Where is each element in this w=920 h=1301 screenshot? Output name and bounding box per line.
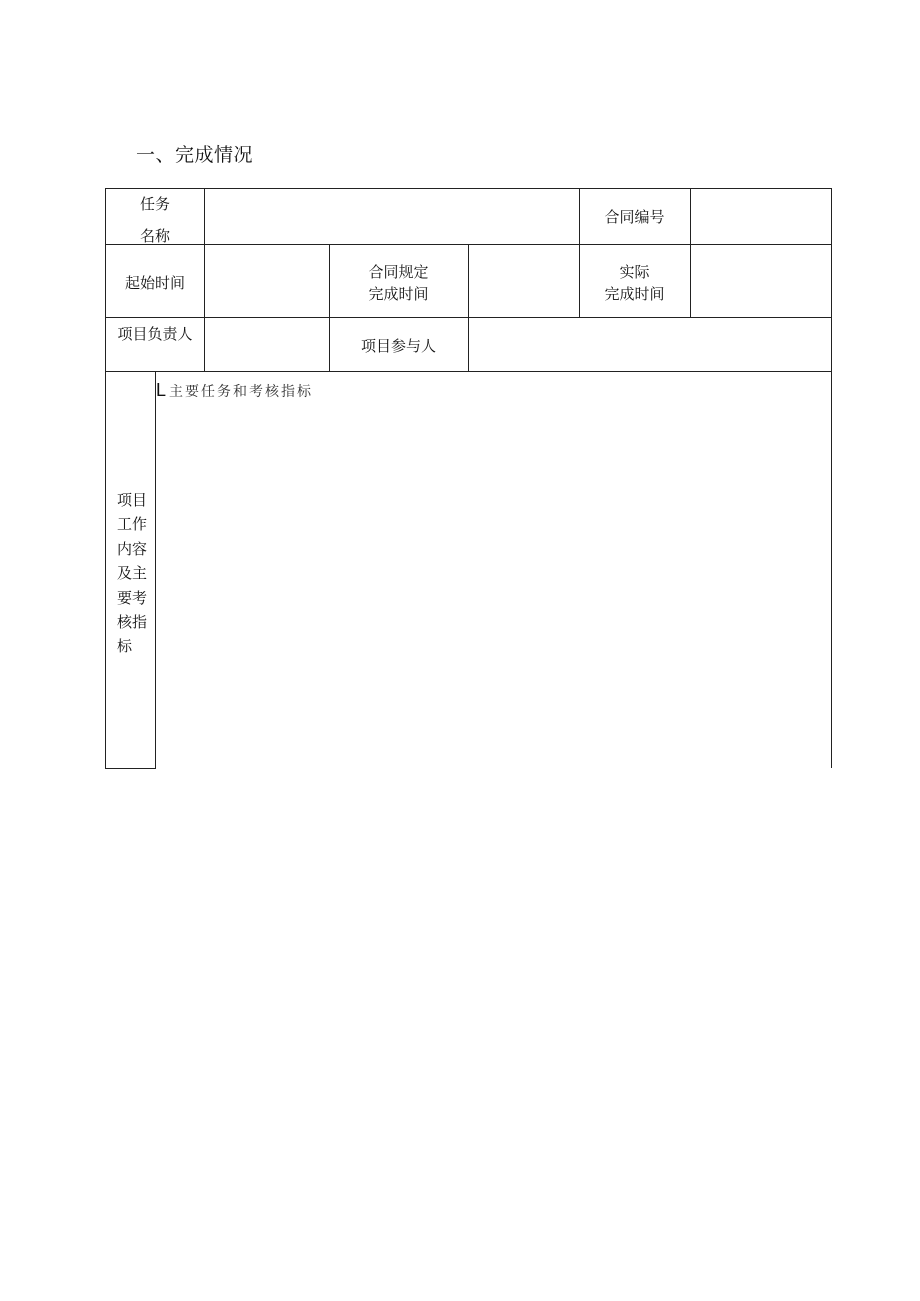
work-content-heading-text: 主要任务和考核指标 (169, 384, 314, 400)
actual-finish-label-line1: 实际 (619, 263, 650, 281)
actual-finish-label (579, 251, 690, 315)
work-content-label: 项目工作内容及主要考核指标 (117, 491, 148, 656)
start-time-value[interactable] (205, 244, 329, 317)
work-content-value[interactable] (157, 405, 829, 765)
contract-no-value[interactable] (691, 188, 831, 244)
task-name-label-line2: 名称 (139, 227, 170, 245)
work-content-heading (156, 380, 313, 402)
contract-deadline-label-line2: 完成时间 (368, 285, 429, 303)
actual-finish-value[interactable] (691, 244, 831, 317)
task-name-value[interactable] (205, 188, 579, 244)
table-border-bottom-left (105, 768, 156, 769)
task-name-label-line1: 任务 (139, 195, 170, 213)
contract-deadline-label-line1: 合同规定 (368, 263, 429, 281)
project-members-value[interactable] (469, 317, 831, 371)
actual-finish-label-line2: 完成时间 (604, 285, 665, 303)
work-content-heading-marker: L (156, 380, 167, 400)
task-name-label (105, 188, 205, 252)
contract-no-label: 合同编号 (604, 208, 665, 226)
project-members-label: 项目参与人 (360, 337, 436, 355)
section-title: 一、完成情况 (136, 144, 254, 166)
start-time-label: 起始时间 (124, 274, 185, 292)
project-lead-label: 项目负责人 (117, 325, 193, 343)
contract-deadline-label (329, 251, 468, 315)
contract-deadline-value[interactable] (469, 244, 579, 317)
table-border-right (831, 188, 832, 768)
project-lead-value[interactable] (205, 317, 329, 371)
